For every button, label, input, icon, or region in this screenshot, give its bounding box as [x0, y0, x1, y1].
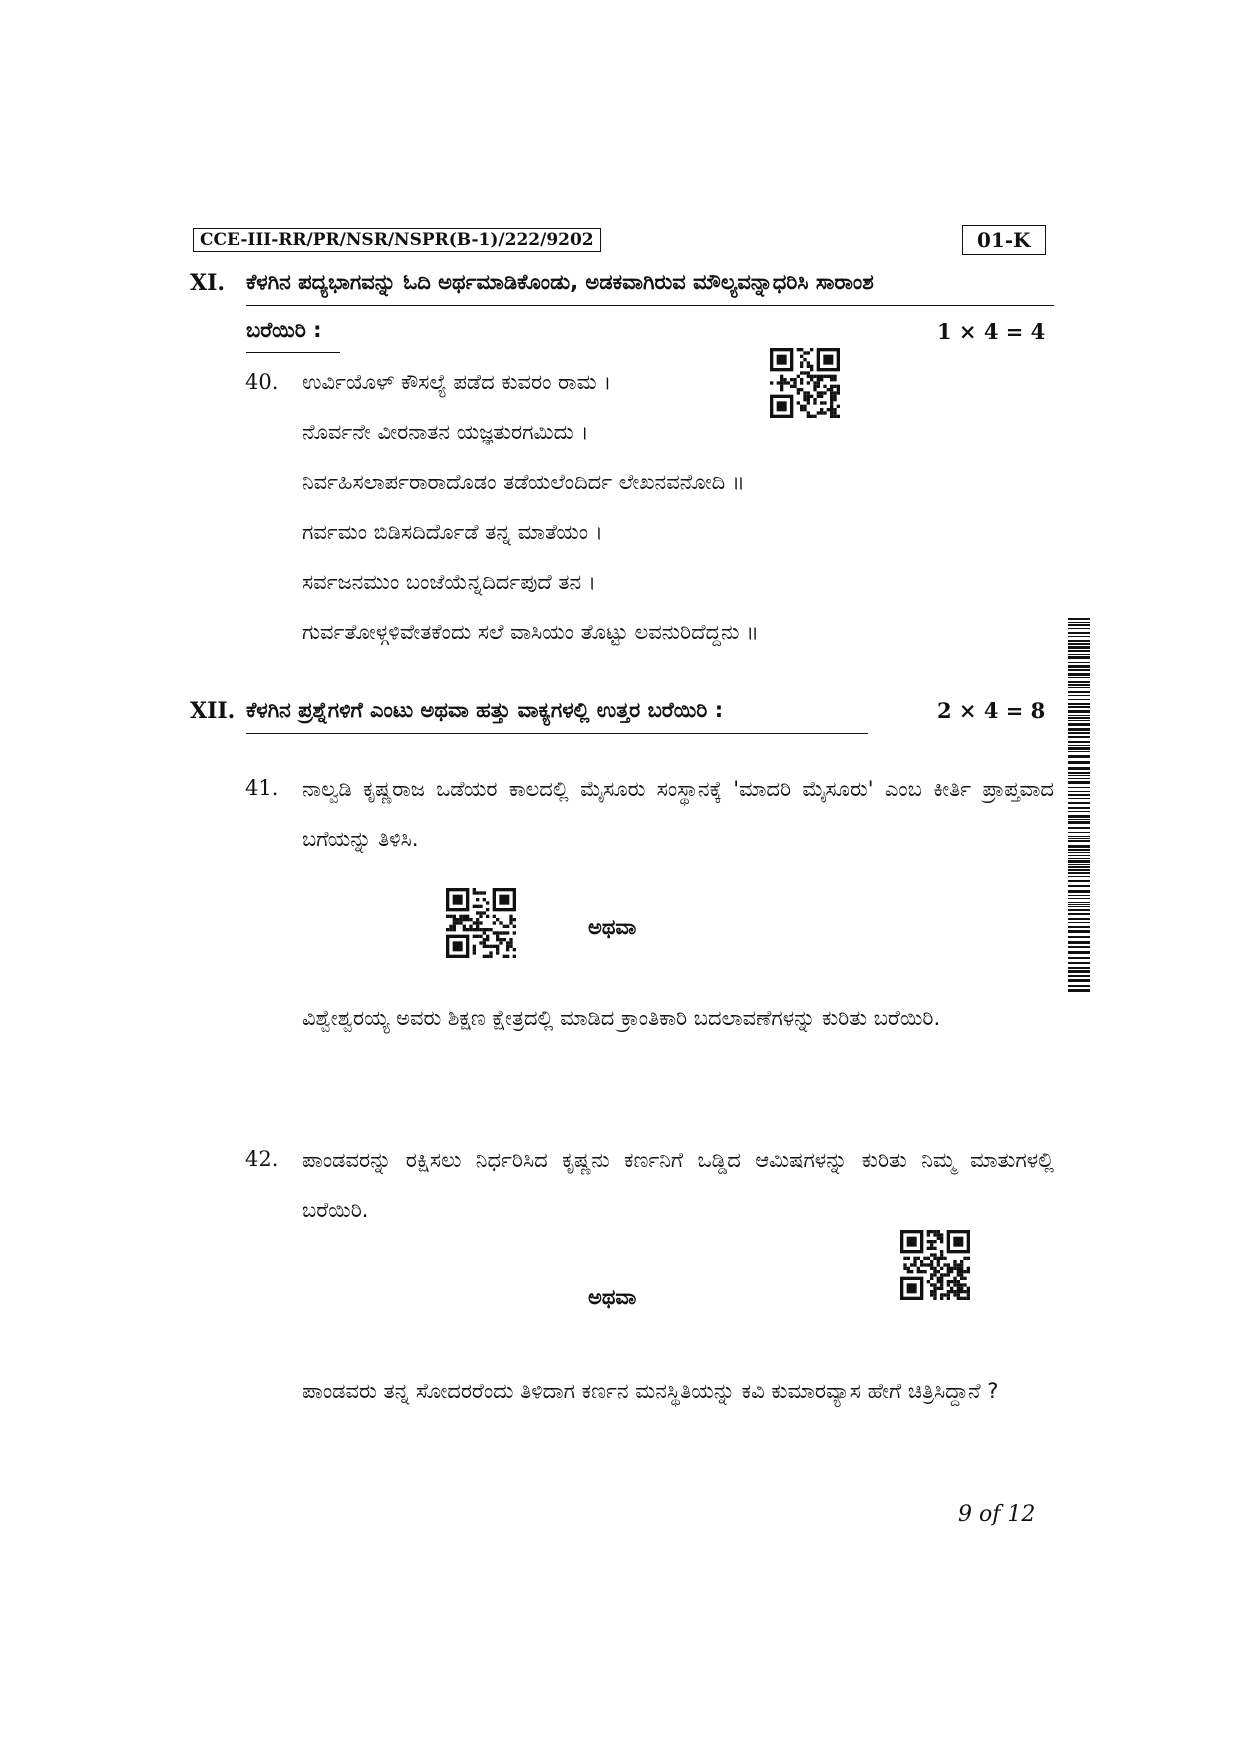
qr-code-icon: [770, 348, 840, 418]
poem-line: ಗರ್ವಮಂ ಬಿಡಿಸದಿರ್ದೊಡೆ ತನ್ನ ಮಾತೆಯಂ ।: [302, 520, 603, 544]
section-xi-marks: 1 × 4 = 4: [937, 319, 1046, 344]
question-42-text: ಪಾಂಡವರನ್ನು ರಕ್ಷಿಸಲು ನಿರ್ಧರಿಸಿದ ಕೃಷ್ಣನು ಕರ್ಣನಿಗೆ ಒಡ್ಡಿದ ಆಮಿಷಗಳನ್ನು ಕುರಿತು ನಿಮ್ಮ ಮಾತುಗಳಲ್ಲಿ ಬರೆಯಿರಿ.: [302, 1148, 1054, 1222]
section-xi-heading-underline: [246, 305, 1054, 306]
question-42-alternative: ಪಾಂಡವರು ತನ್ನ ಸೋದರರೆಂದು ತಿಳಿದಾಗ ಕರ್ಣನ ಮನಸ್ಥಿತಿಯನ್ನು ಕವಿ ಕುಮಾರವ್ಯಾಸ ಹೇಗೆ ಚಿತ್ರಿಸಿದ್ದಾನೆ ?: [302, 1379, 999, 1403]
poem-line: ಸರ್ವಜನಮುಂ ಬಂಜೆಯೆನ್ನದಿರ್ದಪುದೆ ತನ ।: [302, 570, 596, 594]
qr-code-icon: [446, 888, 516, 958]
barcode-icon: [1068, 618, 1090, 996]
poem-line: ನಿರ್ವಹಿಸಲಾರ್ಪರಾರಾದೊಡಂ ತಡೆಯಲೆಂದಿರ್ದ ಲೇಖನವನೋದಿ ॥: [302, 470, 745, 494]
section-xii-marks: 2 × 4 = 8: [937, 698, 1046, 723]
section-xi-heading-cont: ಬರೆಯಿರಿ :: [246, 318, 322, 342]
question-42-number: 42.: [245, 1147, 279, 1171]
question-41-number: 41.: [245, 776, 279, 800]
question-41-alternative: ವಿಶ್ವೇಶ್ವರಯ್ಯ ಅವರು ಶಿಕ್ಷಣ ಕ್ಷೇತ್ರದಲ್ಲಿ ಮಾಡಿದ ಕ್ರಾಂತಿಕಾರಿ ಬದಲಾವಣೆಗಳನ್ನು ಕುರಿತು ಬರೆಯಿರಿ.: [302, 1006, 941, 1030]
qr-code-icon: [900, 1230, 970, 1300]
question-40-number: 40.: [245, 370, 279, 394]
question-41-text: ನಾಲ್ವಡಿ ಕೃಷ್ಣರಾಜ ಒಡೆಯರ ಕಾಲದಲ್ಲಿ ಮೈಸೂರು ಸಂಸ್ಥಾನಕ್ಕೆ 'ಮಾದರಿ ಮೈಸೂರು' ಎಂಬ ಕೀರ್ತಿ ಪ್ರಾಪ್ತವಾದ ಬಗೆಯನ್ನು ತಿಳಿಸಿ.: [302, 777, 1054, 851]
section-xii-heading-underline: [246, 733, 868, 734]
or-label: ಅಥವಾ: [588, 915, 637, 939]
poem-line: ನೊರ್ವನೇ ವೀರನಾತನ ಯಜ್ಞತುರಗಮಿದು ।: [302, 420, 589, 444]
section-xi-heading-cont-underline: [246, 352, 340, 353]
section-xi-number: XI.: [190, 270, 226, 296]
page-number: 9 of 12: [958, 1502, 1036, 1527]
section-xii-number: XII.: [190, 698, 236, 724]
paper-code: CCE-III-RR/PR/NSR/NSPR(B-1)/222/9202: [193, 228, 601, 252]
poem-line: ಉರ್ವಿಯೊಳ್ ಕೌಸಲ್ಯೆ ಪಡೆದ ಕುವರಂ ರಾಮ ।: [302, 370, 612, 394]
poem-line: ಗುರ್ವತೋಳ್ಗಳಿವೇತಕೆಂದು ಸಲೆ ವಾಸಿಯಂ ತೊಟ್ಟು ಲವನುರಿದೆದ್ದನು ॥: [302, 620, 759, 644]
or-label: ಅಥವಾ: [588, 1285, 637, 1309]
section-xii-heading: ಕೆಳಗಿನ ಪ್ರಶ್ನೆಗಳಿಗೆ ಎಂಟು ಅಥವಾ ಹತ್ತು ವಾಕ್ಯಗಳಲ್ಲಿ ಉತ್ತರ ಬರೆಯಿರಿ :: [246, 698, 724, 722]
series-code: 01-K: [962, 225, 1046, 255]
section-xi-heading: ಕೆಳಗಿನ ಪದ್ಯಭಾಗವನ್ನು ಓದಿ ಅರ್ಥಮಾಡಿಕೊಂಡು, ಅಡಕವಾಗಿರುವ ಮೌಲ್ಯವನ್ನಾಧರಿಸಿ ಸಾರಾಂಶ: [246, 270, 874, 294]
